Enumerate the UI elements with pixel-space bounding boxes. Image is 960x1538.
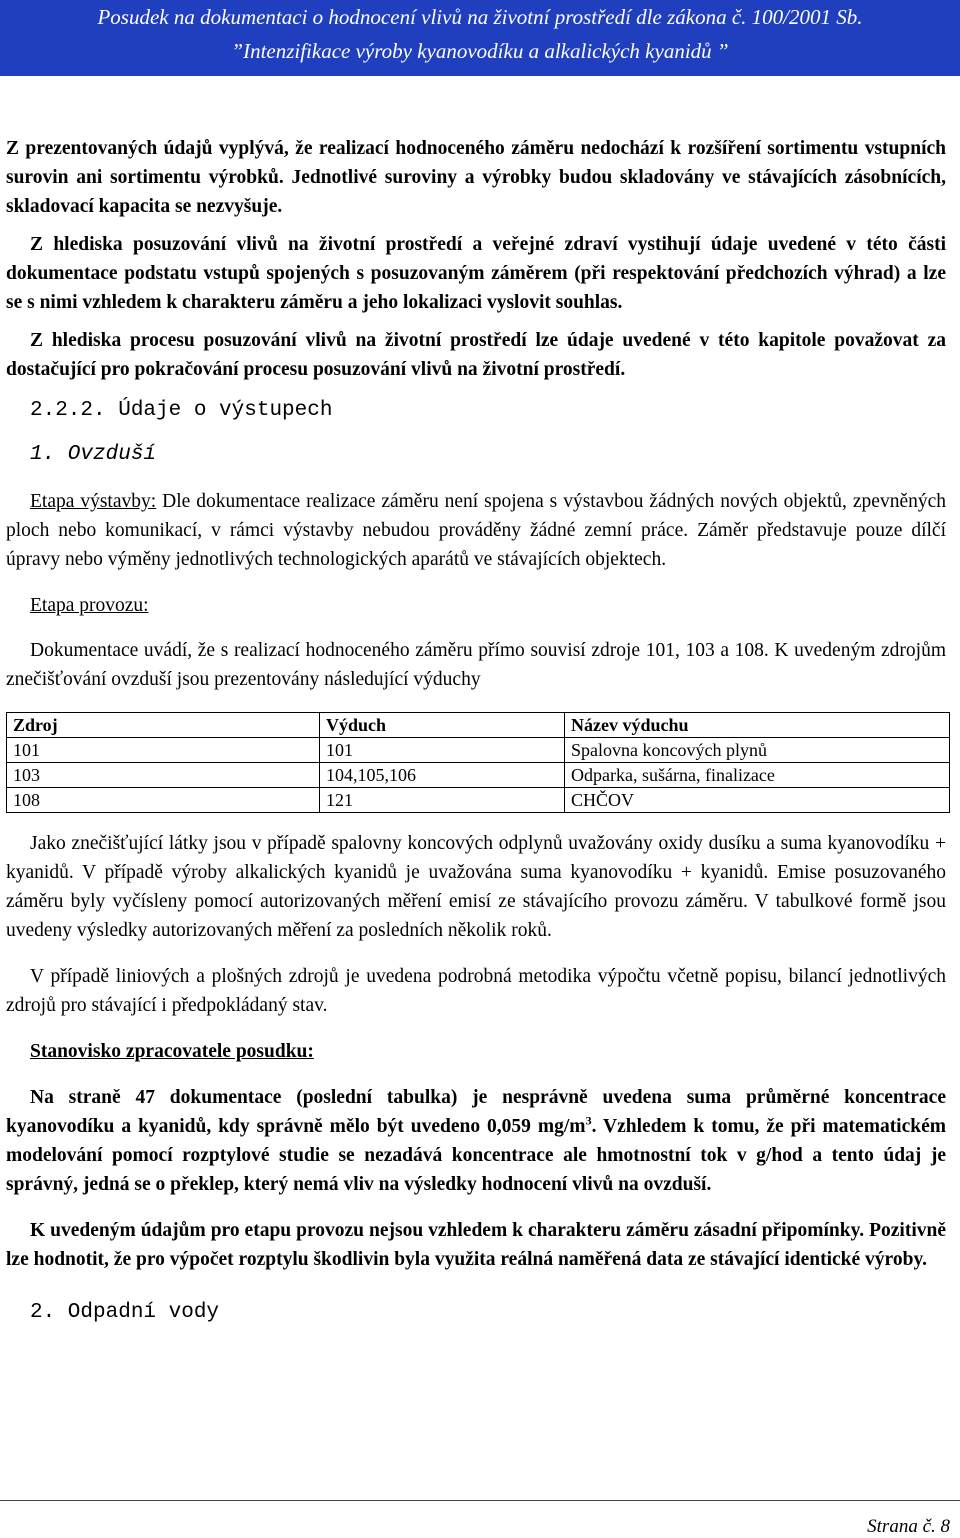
table-cell: Odparka, sušárna, finalizace — [565, 763, 950, 788]
subsection-heading-wastewater: 2. Odpadní vody — [30, 1301, 220, 1324]
table-cell: 104,105,106 — [320, 763, 565, 788]
table-cell: 108 — [7, 788, 320, 813]
table-cell: 103 — [7, 763, 320, 788]
table-header-cell: Výduch — [320, 713, 565, 738]
header-title-line1: Posudek na dokumentaci o hodnocení vlivů na životní prostředí dle zákona č. 100/2001 Sb. — [97, 5, 863, 29]
reviewer-statement-heading: Stanovisko zpracovatele posudku: — [30, 1041, 314, 1062]
page-number: Strana č. 8 — [867, 1516, 950, 1537]
statement-text-part1: Na straně 47 dokumentace (poslední tabulka) je nesprávně uvedena suma průměrné koncentrace kyanovodíku a kyanidů, kdy správně mělo být uvedeno 0,059 mg/m — [6, 1087, 946, 1137]
table-cell: 101 — [320, 738, 565, 763]
emission-sources-table — [6, 712, 950, 813]
statement-text-part2: . Vzhledem k tomu, že při matematickém modelování pomocí rozptylové studie se nezadává koncentrace ale hmotnostní tok v g/hod a tento údaj je správný, jedná se o překlep, který nemá vliv na výsledky hodnocení vlivů na ovzduší. — [6, 1116, 946, 1195]
subsection-heading-air: 1. Ovzduší — [30, 443, 157, 466]
table-header-row — [7, 713, 950, 738]
paragraph-reviewer-statement — [6, 1083, 946, 1199]
paragraph-operation-stage: Dokumentace uvádí, že s realizací hodnoceného záměru přímo souvisí zdroje 101, 103 a 108. K uvedeným zdrojům znečišťování ovzduší jsou prezentovány následující výduchy — [6, 640, 946, 690]
page-footer — [0, 1500, 960, 1538]
paragraph-process-assessment: Z hlediska procesu posuzování vlivů na životní prostředí lze údaje uvedené v této kapitole považovat za dostačující pro pokračování procesu posuzování vlivů na životní prostředí. — [6, 330, 946, 380]
paragraph-construction-stage — [6, 487, 946, 574]
header-title-line2: ”Intenzifikace výroby kyanovodíku a alkalických kyanidů ” — [231, 39, 729, 63]
table-cell: CHČOV — [565, 788, 950, 813]
table-header-cell: Název výduchu — [565, 713, 950, 738]
table-row — [7, 788, 950, 813]
footer-divider — [0, 1500, 960, 1501]
construction-stage-text: Dle dokumentace realizace záměru není spojena s výstavbou žádných nových objektů, zpevněných ploch nebo komunikací, v rámci výstavby nebudou prováděny žádné zemní práce. Záměr představuje pouze dílčí úpravy nebo výměny jednotlivých technologických aparátů ve stávajících objektech. — [6, 491, 946, 570]
construction-stage-label: Etapa výstavby: — [30, 491, 157, 512]
table-cell: 121 — [320, 788, 565, 813]
table-cell: Spalovna koncových plynů — [565, 738, 950, 763]
paragraph-inputs-assessment: Z hlediska posuzování vlivů na životní prostředí a veřejné zdraví vystihují údaje uvedené v této části dokumentace podstatu vstupů spojených s posuzovaným záměrem (při respektování předchozích výhrad) a lze se s nimi vzhledem k charakteru záměru a jeho lokalizaci vyslovit souhlas. — [6, 234, 946, 313]
table-cell: 101 — [7, 738, 320, 763]
table-header-cell: Zdroj — [7, 713, 320, 738]
paragraph-emissions: Jako znečišťující látky jsou v případě spalovny koncových odplynů uvažovány oxidy dusíku a suma kyanovodíku + kyanidů. V případě výroby alkalických kyanidů je uvažována suma kyanovodíku + kyanidů. Emise posuzovaného záměru byly vyčísleny pomocí autorizovaných měření emisí ze stávajícího provozu záměru. V tabulkové formě jsou uvedeny výsledky autorizovaných měření za posledních několik roků. — [6, 833, 946, 941]
table-row — [7, 763, 950, 788]
paragraph-methodology: V případě liniových a plošných zdrojů je uvedena podrobná metodika výpočtu včetně popisu, bilancí jednotlivých zdrojů pro stávající i předpokládaný stav. — [6, 966, 946, 1016]
paragraph-inputs-summary: Z prezentovaných údajů vyplývá, že realizací hodnoceného záměru nedochází k rozšíření sortimentu vstupních surovin ani sortimentu výrobků. Jednotlivé suroviny a výrobky budou skladovány ve stávajících zásobnících, skladovací kapacita se nezvyšuje. — [6, 138, 946, 217]
superscript-three: 3 — [585, 1113, 592, 1128]
operation-stage-label-line — [6, 591, 946, 620]
document-header — [0, 0, 960, 76]
paragraph-reviewer-conclusion: K uvedeným údajům pro etapu provozu nejsou vzhledem k charakteru záměru zásadní připomínky. Pozitivně lze hodnotit, že pro výpočet rozptylu škodlivin byla využita reálná naměřená data ze stávající identické výroby. — [6, 1220, 946, 1270]
document-body — [6, 134, 946, 1328]
section-heading-outputs: 2.2.2. Údaje o výstupech — [30, 399, 333, 422]
operation-stage-label: Etapa provozu: — [30, 595, 149, 616]
table-row — [7, 738, 950, 763]
